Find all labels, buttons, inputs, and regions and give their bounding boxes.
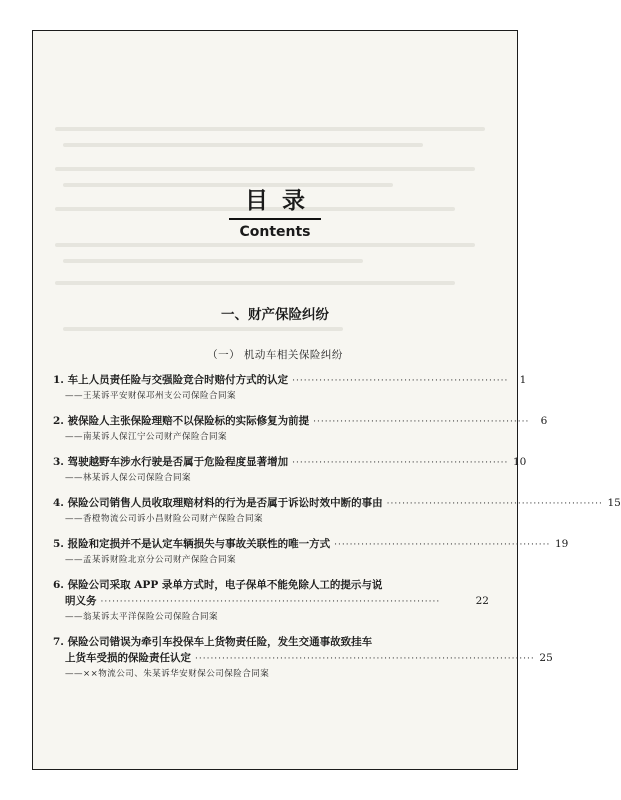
show-through-line [63, 259, 363, 263]
entry-title: 1. 车上人员责任险与交强险竞合时赔付方式的认定 [53, 374, 289, 386]
entry-title: 4. 保险公司销售人员收取理赔材料的行为是否属于诉讼时效中断的事由 [53, 497, 383, 509]
toc-entry[interactable] [53, 536, 569, 567]
entry-title: 6. 保险公司采取 APP 录单方式时，电子保单不能免除人工的提示与说 [53, 579, 383, 591]
toc-entry[interactable] [53, 577, 489, 624]
entry-title-continued: 明义务 [65, 595, 97, 607]
show-through-line [55, 167, 475, 171]
entry-title: 3. 驾驶越野车涉水行驶是否属于危险程度显著增加 [53, 456, 289, 468]
entry-page-number: 1 [519, 374, 527, 386]
dot-leader: ························································ [386, 499, 603, 509]
toc-entry[interactable] [53, 634, 553, 681]
entry-case-name: ——香橙物流公司诉小昌财险公司财产保险合同案 [65, 514, 264, 524]
dot-leader: ························································ [313, 417, 530, 427]
show-through-line [55, 281, 455, 285]
entry-title: 7. 保险公司错误为牵引车投保车上货物责任险，发生交通事故致挂车 [53, 636, 373, 648]
entry-title: 2. 被保险人主张保险理赔不以保险标的实际修复为前提 [53, 415, 310, 427]
toc-entry[interactable] [53, 495, 621, 526]
section-heading: 一、财产保险纠纷 [221, 307, 329, 323]
entry-title: 5. 报险和定损并不是认定车辆损失与事故关联性的唯一方式 [53, 538, 331, 550]
entry-case-name: ——南某诉人保江宁公司财产保险合同案 [65, 432, 228, 442]
title-divider [229, 218, 321, 220]
toc-subtitle: Contents [239, 224, 311, 240]
entry-case-name: ——翁某诉太平洋保险公司保险合同案 [65, 612, 219, 622]
entry-title-continued: 上货车受损的保险责任认定 [65, 652, 191, 664]
book-page [32, 30, 621, 770]
dot-leader: ························································································ [100, 597, 441, 607]
entry-page-number: 10 [512, 456, 527, 468]
entry-case-name: ——孟某诉财险北京分公司财产保险合同案 [65, 555, 237, 565]
entry-page-number: 6 [540, 415, 548, 427]
toc-entry[interactable] [53, 454, 527, 485]
entry-page-number: 15 [607, 497, 621, 509]
toc-entry[interactable] [53, 413, 548, 444]
dot-leader: ························································ [334, 540, 551, 550]
entry-case-name: ——王某诉平安财保邛州支公司保险合同案 [65, 391, 237, 401]
entry-page-number: 19 [554, 538, 569, 550]
dot-leader: ························································ [292, 376, 509, 386]
entry-page-number: 25 [539, 652, 553, 664]
toc-entries [53, 372, 621, 691]
subsection-heading: （一） 机动车相关保险纠纷 [207, 349, 343, 361]
entry-case-name: ——××物流公司、朱某诉华安财保公司保险合同案 [65, 669, 270, 679]
toc-title-block [33, 189, 517, 239]
show-through-line [55, 127, 485, 131]
entry-page-number: 22 [475, 595, 489, 607]
dot-leader: ························································ [292, 458, 509, 468]
show-through-line [63, 327, 343, 331]
dot-leader: ························································································ [195, 654, 535, 664]
toc-entry[interactable] [53, 372, 527, 403]
entry-case-name: ——林某诉人保公司保险合同案 [65, 473, 192, 483]
show-through-line [63, 143, 423, 147]
show-through-line [55, 243, 475, 247]
show-through-line [63, 183, 393, 187]
toc-title: 目录 [245, 187, 319, 214]
